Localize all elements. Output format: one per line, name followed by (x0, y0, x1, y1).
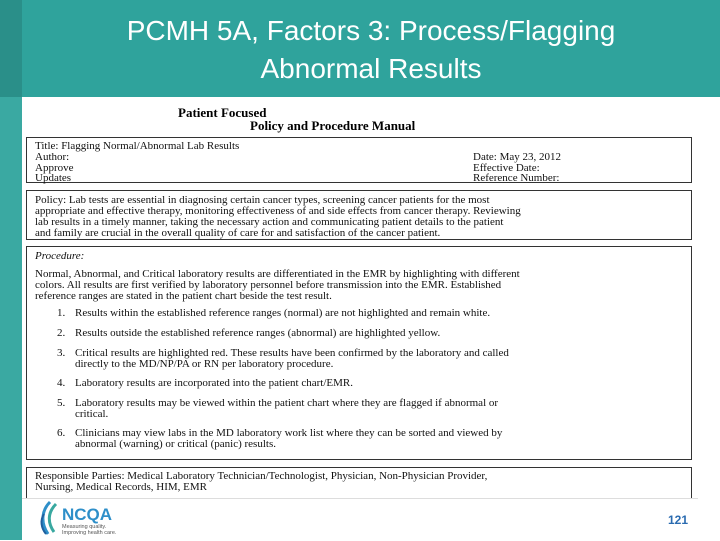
logo-tagline-2: Improving health care. (62, 530, 117, 536)
item-1-line-1: Results within the established reference ranges (normal) are not highlighted and remain white. (75, 307, 491, 319)
slide-title (22, 12, 720, 88)
item-2-number: 2. (57, 327, 66, 339)
doc-meta-box (26, 137, 692, 183)
responsible-line-2: Nursing, Medical Records, HIM, EMR (35, 481, 208, 493)
policy-document (22, 97, 698, 497)
item-3-line-2: directly to the MD/NP/PA or RN per laboratory procedure. (75, 358, 334, 370)
item-3-line-1: Critical results are highlighted red. These results have been confirmed by the laboratory and called (75, 347, 509, 359)
logo-tagline-1: Measuring quality. (62, 524, 107, 530)
item-5-line-1: Laboratory results may be viewed within the patient chart where they are flagged if abnormal or (75, 397, 499, 409)
header-accent-strip (0, 0, 22, 97)
procedure-label: Procedure: (35, 250, 85, 262)
policy-line-4: and family are crucial in the overall quality of care for and satisfaction of the cancer patient. (35, 227, 441, 239)
meta-effective-date: Effective Date: (473, 162, 540, 174)
procedure-intro-2: colors. All results are first verified by laboratory personnel before transmission into the EMR. Established (35, 279, 502, 291)
item-5-line-2: critical. (75, 408, 109, 420)
left-accent-bar (0, 97, 22, 540)
procedure-intro-3: reference ranges are stated in the patient chart beside the test result. (35, 290, 332, 302)
doc-responsible-box (26, 467, 692, 498)
policy-line-2: appropriate and effective therapy, monitoring effectiveness of and side effects from cancer therapy. Reviewing (35, 205, 521, 217)
ncqa-swoosh-icon (36, 500, 136, 536)
meta-title: Title: Flagging Normal/Abnormal Lab Results (35, 140, 240, 152)
item-4-number: 4. (57, 377, 66, 389)
ncqa-logo (36, 500, 136, 536)
page-number: 121 (668, 513, 689, 527)
meta-updates: Updates (35, 172, 72, 184)
item-6-line-1: Clinicians may view labs in the MD laboratory work list where they can be sorted and viewed by (75, 427, 503, 439)
item-3-number: 3. (57, 347, 66, 359)
doc-heading-patient-focused: Patient Focused (178, 105, 267, 120)
policy-line-1: Policy: Lab tests are essential in diagnosing certain cancer types, screening cancer patients for the most (35, 194, 490, 206)
item-2-line-1: Results outside the established reference ranges (abnormal) are highlighted yellow. (75, 327, 441, 339)
procedure-intro-1: Normal, Abnormal, and Critical laboratory results are differentiated in the EMR by highlighting with different (35, 268, 520, 280)
doc-heading-manual: Policy and Procedure Manual (250, 118, 416, 133)
item-4-line-1: Laboratory results are incorporated into the patient chart/EMR. (75, 377, 353, 389)
policy-line-3: lab results in a timely manner, taking the necessary action and communicating patient details to the patient (35, 216, 504, 228)
item-6-line-2: abnormal (warning) or critical (panic) results. (75, 438, 276, 450)
item-6-number: 6. (57, 427, 66, 439)
meta-approve: Approve (35, 162, 74, 174)
logo-wordmark: NCQA (62, 505, 113, 524)
item-1-number: 1. (57, 307, 66, 319)
slide-title-line1: PCMH 5A, Factors 3: Process/Flagging (126, 15, 616, 46)
doc-procedure-box (26, 246, 692, 460)
footer-divider (22, 498, 698, 499)
slide-title-line2: Abnormal Results (260, 53, 482, 84)
item-5-number: 5. (57, 397, 66, 409)
meta-author: Author: (35, 151, 70, 163)
slide-header (0, 0, 720, 97)
meta-date: Date: May 23, 2012 (473, 151, 561, 163)
responsible-line-1: Responsible Parties: Medical Laboratory Technician/Technologist, Physician, Non-Physician Provider, (35, 470, 488, 482)
meta-reference-number: Reference Number: (473, 172, 560, 184)
doc-policy-box (26, 190, 692, 240)
